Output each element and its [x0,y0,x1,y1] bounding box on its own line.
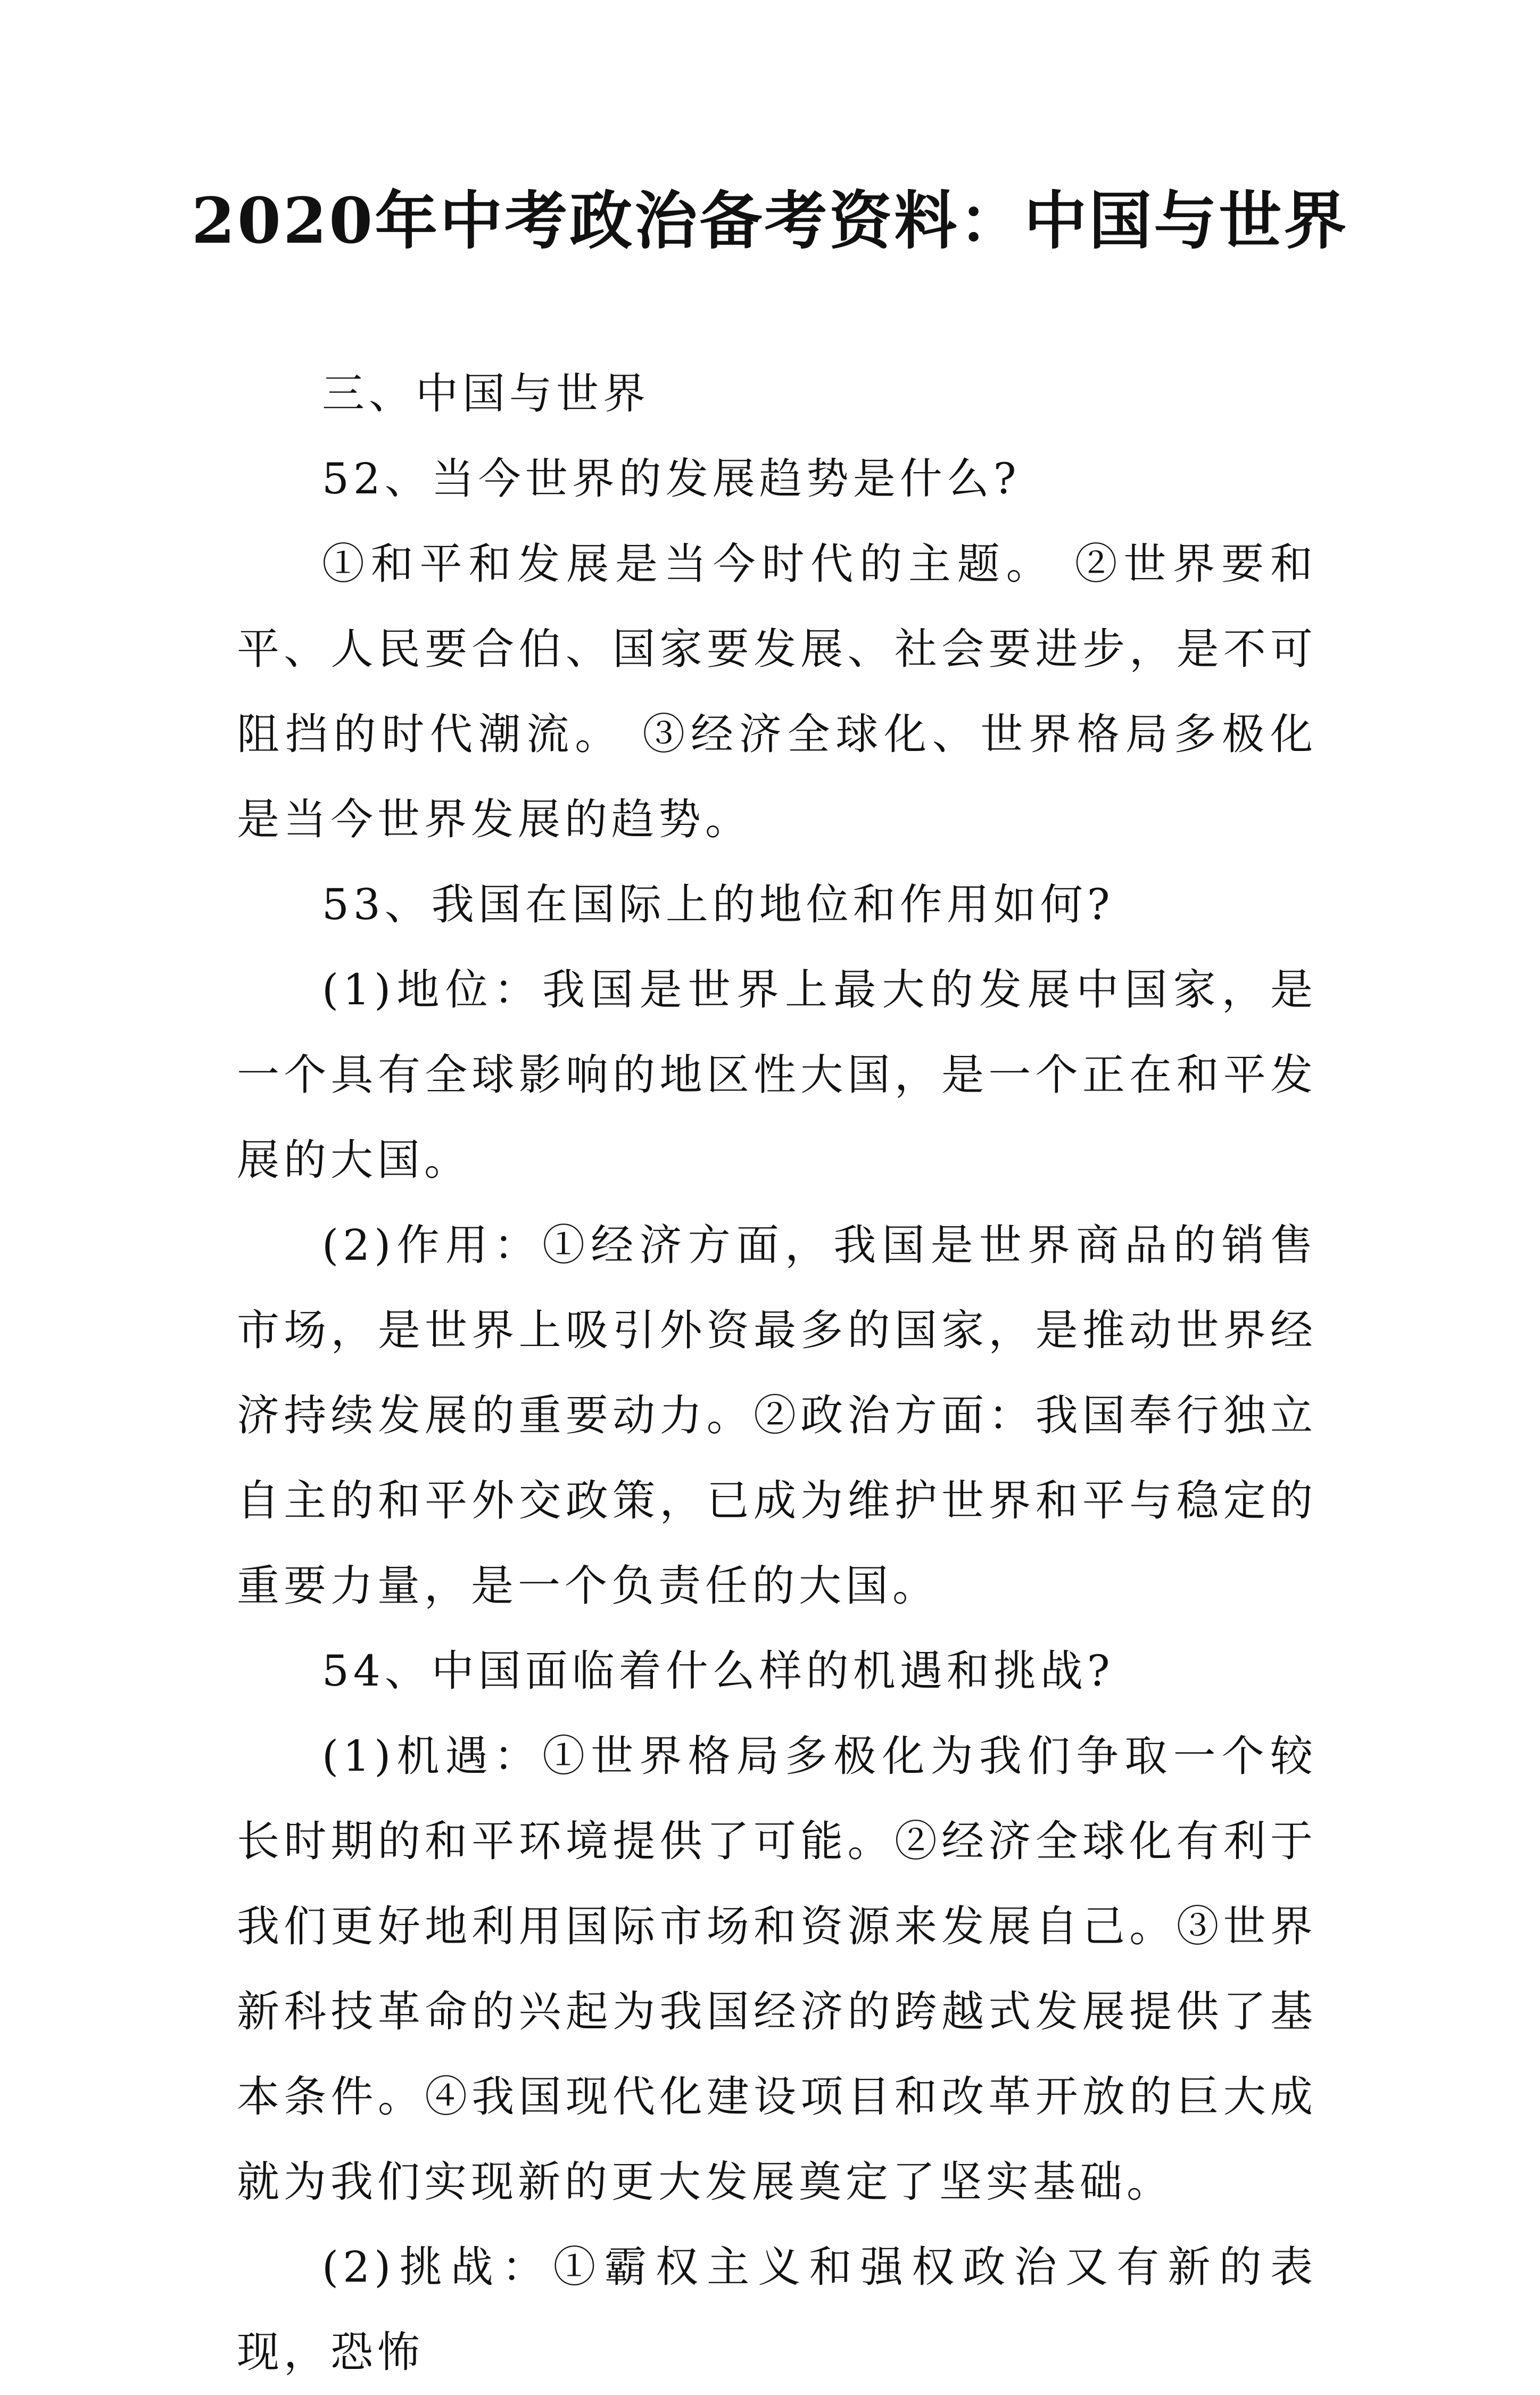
answer-54-challenges: (2)挑战：①霸权主义和强权政治又有新的表现，恐怖 [237,2242,1317,2377]
question-54: 54、中国面临着什么样的机遇和挑战? [322,1646,1114,1696]
document-body [237,351,1317,2395]
document-title: 2020年中考政治备考资料：中国与世界 [191,184,1349,258]
section-heading: 三、中国与世界 [322,369,650,418]
answer-54-opportunities: (1)机遇：①世界格局多极化为我们争取一个较长时期的和平环境提供了可能。②经济全球化有利于我们更好地利用国际市场和资源来发展自己。③世界新科技革命的兴起为我国经济的跨越式发展提供了基本条件。④我国现代化建设项目和改革开放的巨大成就为我们实现新的更大发展奠定了坚实基础。 [237,1731,1317,2207]
question-53: 53、我国在国际上的地位和作用如何? [322,880,1114,929]
answer-53-status: (1)地位：我国是世界上最大的发展中国家，是一个具有全球影响的地区性大国，是一个正在和平发展的大国。 [237,965,1317,1185]
question-52: 52、当今世界的发展趋势是什么? [322,454,1021,503]
answer-52: ①和平和发展是当今时代的主题。 ②世界要和平、人民要合伯、国家要发展、社会要进步，是不可阻挡的时代潮流。 ③经济全球化、世界格局多极化是当今世界发展的趋势。 [237,539,1317,844]
answer-53-role: (2)作用：①经济方面，我国是世界商品的销售市场，是世界上吸引外资最多的国家，是推动世界经济持续发展的重要动力。②政治方面：我国奉行独立自主的和平外交政策，已成为维护世界和平与稳定的重要力量，是一个负责任的大国。 [237,1220,1317,1611]
